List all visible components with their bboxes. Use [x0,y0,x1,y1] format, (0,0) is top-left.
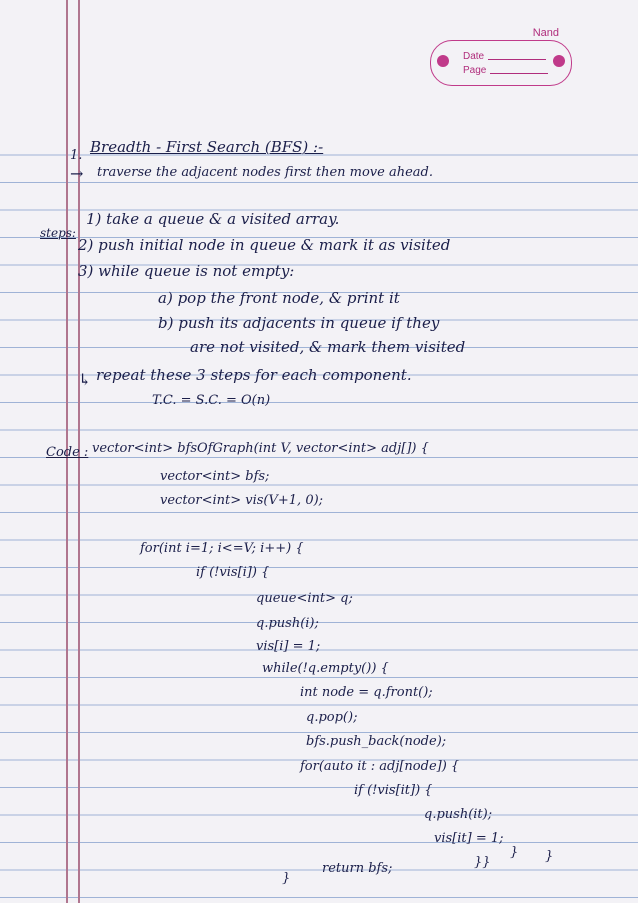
code-line-8: vis[i] = 1; [256,639,321,654]
step-3: 3) while queue is not empty: [78,262,295,280]
arrow-icon: → [70,164,84,183]
steps-label: steps: [40,226,76,240]
code-line-17: } [545,849,554,864]
code-line-13: for(auto it : adj[node]) { [300,759,460,774]
step-3a: a) pop the front node, & print it [158,289,400,307]
stamp-page-row [463,65,548,76]
code-line-4: for(int i=1; i<=V; i++) { [140,541,304,556]
code-line-14: if (!vis[it]) { [354,783,433,798]
stamp-left-dot-icon [437,55,449,67]
code-line-12: bfs.push_back(node); [306,734,447,749]
code-line-2: vector<int> bfs; [160,469,270,484]
step-1: 1) take a queue & a visited array. [86,210,340,228]
notes-definition: traverse the adjacent nodes first then move ahead. [97,165,433,180]
code-label: Code : [46,445,89,460]
stamp-brand: Nand [532,27,559,39]
notes-title: Breadth - First Search (BFS) :- [90,138,324,156]
code-line-10: int node = q.front(); [300,685,433,700]
code-line-18: }} [474,855,491,870]
code-line-6: queue<int> q; [256,591,353,606]
stamp-date-label: Date [463,51,485,62]
code-line-11: q.pop(); [306,710,358,725]
stamp-page-rule [490,73,548,74]
heading-marker: 1. [70,148,83,163]
code-line-19: } [510,845,519,860]
step-3b-cont: are not visited, & mark them visited [190,338,466,356]
repeat-note: repeat these 3 steps for each component. [96,366,412,384]
code-line-15: q.push(it); [424,807,493,822]
code-line-5: if (!vis[i]) { [196,565,270,580]
complexity-note: T.C. = S.C. = O(n) [152,393,271,408]
stamp-right-dot-icon [553,55,565,67]
notebook-stamp [430,27,572,86]
code-line-1: vector<int> bfsOfGraph(int V, vector<int> adj[]) { [92,441,429,456]
code-line-7: q.push(i); [256,616,319,631]
repeat-arrow-icon: ↳ [78,370,92,389]
stamp-page-label: Page [463,65,487,76]
step-3b: b) push its adjacents in queue if they [158,314,440,332]
code-line-3: vector<int> vis(V+1, 0); [160,493,324,508]
step-2: 2) push initial node in queue & mark it as visited [78,236,451,254]
code-line-21: return bfs; [322,861,393,876]
code-line-9: while(!q.empty()) { [262,661,389,676]
code-line-16: vis[it] = 1; [434,831,504,846]
stamp-date-row [463,51,546,62]
stamp-date-rule [488,59,546,60]
code-line-20: } [282,871,291,886]
